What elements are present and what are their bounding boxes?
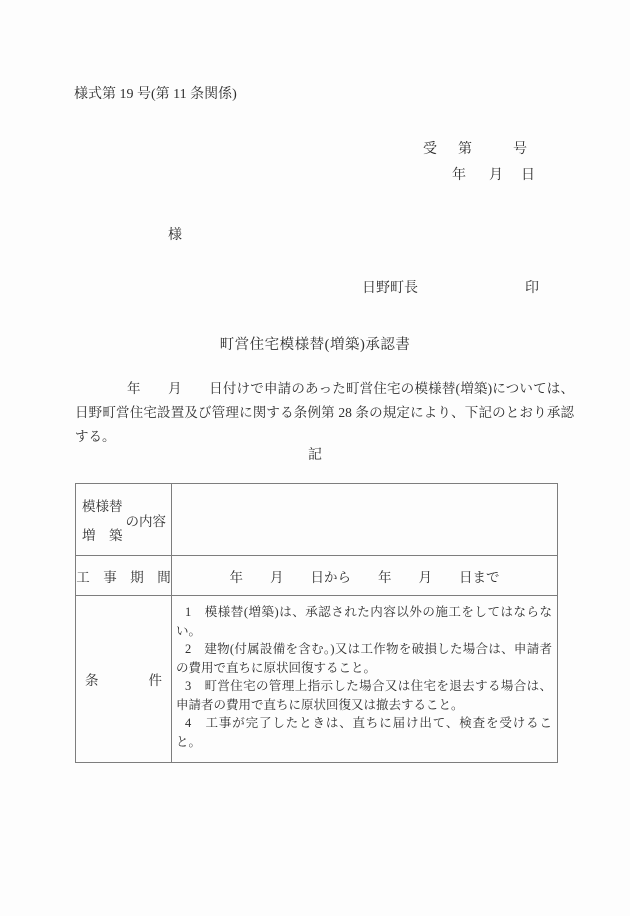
addressee-honorific: 様 (168, 228, 182, 243)
condition-item: 2 建物(付属設備を含む。)又は工作物を破損した場合は、申請者の費用で直ちに原状回復すること。 (176, 642, 552, 675)
approval-table (75, 483, 558, 763)
receipt-number-suffix: 号 (513, 142, 527, 157)
row1-value-cell (172, 484, 558, 556)
row3-header-right: 件 (148, 673, 162, 688)
issue-date-year-label: 年 (452, 168, 466, 183)
receipt-number-prefix: 第 (458, 142, 472, 157)
document-title: 町営住宅模様替(増築)承認書 (219, 337, 411, 353)
row3-conditions-cell (172, 596, 558, 763)
record-mark: 記 (308, 448, 322, 463)
row2-header-cell: 工 事 期 間 (76, 556, 172, 596)
table-row-contents (76, 484, 558, 556)
row3-header-cell (76, 596, 172, 763)
table-row-conditions (76, 596, 558, 763)
issuer-seal-mark: 印 (525, 281, 539, 296)
condition-item: 1 模様替(増築)は、承認された内容以外の施工をしてはならない。 (176, 605, 552, 638)
receipt-accept-label: 受 (423, 142, 437, 157)
issuer-name: 日野町長 (362, 281, 418, 296)
row1-header-cell (76, 484, 172, 556)
row3-header-left: 条 (85, 673, 99, 688)
table-row-work-period (76, 556, 558, 596)
row2-value-cell: 年 月 日から 年 月 日まで (172, 556, 558, 596)
row1-header-suffix: の内容 (125, 513, 166, 529)
row1-header-line1: 模様替 (82, 499, 123, 514)
condition-item: 3 町営住宅の管理上指示した場合又は住宅を退去する場合は、申請者の費用で直ちに原状回復又は撤去すること。 (176, 679, 552, 712)
body-paragraph: 年 月 日付けで申請のあった町営住宅の模様替(増築)については、日野町営住宅設置及び管理に関する条例第 28 条の規定により、下記のとおり承認する。 (75, 381, 574, 444)
form-number: 様式第 19 号(第 11 条関係) (74, 87, 237, 102)
row1-header-line2: 増 築 (82, 528, 123, 543)
issue-date-month-label: 月 (489, 168, 503, 183)
condition-item: 4 工事が完了したときは、直ちに届け出て、検査を受けること。 (176, 716, 552, 749)
issue-date-day-label: 日 (521, 168, 535, 183)
